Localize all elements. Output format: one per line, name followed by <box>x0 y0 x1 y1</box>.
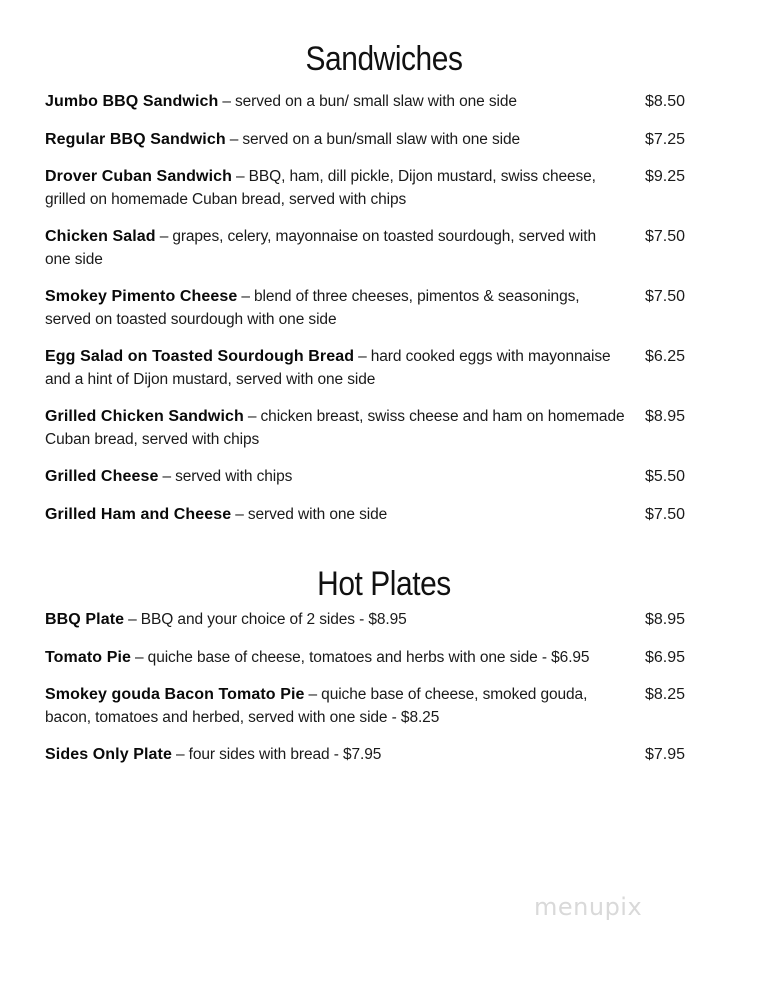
item-name: Sides Only Plate <box>45 746 172 763</box>
sandwiches-list <box>45 91 685 526</box>
menu-item <box>45 744 685 767</box>
item-description: chicken breast, swiss cheese and ham on homemade Cuban bread, served with chips <box>45 408 625 448</box>
section-title-hot-plates: Hot Plates <box>317 565 451 603</box>
menu-item <box>45 609 685 632</box>
item-separator: – <box>162 468 172 485</box>
item-name: Drover Cuban Sandwich <box>45 168 233 185</box>
item-description: four sides with bread - $7.95 <box>188 746 382 763</box>
item-price: $7.50 <box>644 288 685 305</box>
hot-plates-list <box>45 609 685 767</box>
item-separator: – <box>236 168 245 185</box>
item-price: $8.25 <box>644 686 685 703</box>
item-description: quiche base of cheese, smoked gouda, bacon, tomatoes and herbed, served with one side - $8.25 <box>45 686 588 726</box>
item-separator: – <box>235 505 244 523</box>
item-name: Chicken Salad <box>45 228 156 245</box>
item-name: Tomato Pie <box>45 648 132 666</box>
menu-item <box>45 91 685 114</box>
item-description: grapes, celery, mayonnaise on toasted sourdough, served with one side <box>45 228 596 268</box>
item-price: $7.50 <box>644 505 685 523</box>
section-title-sandwiches: Sandwiches <box>305 40 463 78</box>
item-name: Jumbo BBQ Sandwich <box>45 93 219 110</box>
item-price: $5.50 <box>644 468 685 485</box>
item-price: $8.50 <box>644 93 685 110</box>
item-price: $7.50 <box>644 228 685 245</box>
item-name: Grilled Ham and Cheese <box>45 505 232 523</box>
menu-item <box>45 647 685 670</box>
item-name: Egg Salad on Toasted Sourdough Bread <box>45 348 355 365</box>
item-name: Grilled Cheese <box>45 468 159 485</box>
menupix-watermark: menupix <box>534 893 643 921</box>
item-separator: – <box>229 130 239 148</box>
item-price: $7.25 <box>644 130 685 148</box>
item-separator: – <box>159 228 169 245</box>
menu-item <box>45 346 685 391</box>
item-description: served with one side <box>247 505 388 523</box>
item-description: quiche base of cheese, tomatoes and herbs with one side - $6.95 <box>147 648 590 666</box>
item-description: hard cooked eggs with mayonnaise and a hint of Dijon mustard, served with one side <box>45 348 611 388</box>
item-separator: – <box>128 611 137 628</box>
item-description: blend of three cheeses, pimentos & seasonings, served on toasted sourdough with one side <box>45 288 580 328</box>
menu-item <box>45 166 685 211</box>
item-price: $6.95 <box>644 648 685 666</box>
item-name: Regular BBQ Sandwich <box>45 130 226 148</box>
menu-item <box>45 466 685 489</box>
item-description: served on a bun/small slaw with one side <box>242 130 521 148</box>
item-name: Smokey Pimento Cheese <box>45 288 238 305</box>
menu-item <box>45 129 685 152</box>
menu-item <box>45 226 685 271</box>
item-description: BBQ, ham, dill pickle, Dijon mustard, swiss cheese, grilled on homemade Cuban bread, served with chips <box>45 168 596 208</box>
item-separator: – <box>175 746 185 763</box>
item-separator: – <box>358 348 367 365</box>
item-name: BBQ Plate <box>45 611 125 628</box>
item-price: $9.25 <box>644 168 685 185</box>
item-separator: – <box>308 686 318 703</box>
item-name: Grilled Chicken Sandwich <box>45 408 244 425</box>
menu-item <box>45 684 685 729</box>
item-price: $8.95 <box>644 408 685 425</box>
item-description: served with chips <box>175 468 293 485</box>
item-price: $8.95 <box>644 611 685 628</box>
item-price: $7.95 <box>644 746 685 763</box>
item-separator: – <box>247 408 257 425</box>
item-separator: – <box>241 288 251 305</box>
menu-item <box>45 504 685 527</box>
item-description: served on a bun/ small slaw with one side <box>235 93 517 110</box>
menu-item <box>45 406 685 451</box>
item-price: $6.25 <box>644 348 685 365</box>
item-description: BBQ and your choice of 2 sides - $8.95 <box>140 611 407 628</box>
item-separator: – <box>135 648 144 666</box>
menu-item <box>45 286 685 331</box>
item-name: Smokey gouda Bacon Tomato Pie <box>45 686 305 703</box>
item-separator: – <box>222 93 231 110</box>
